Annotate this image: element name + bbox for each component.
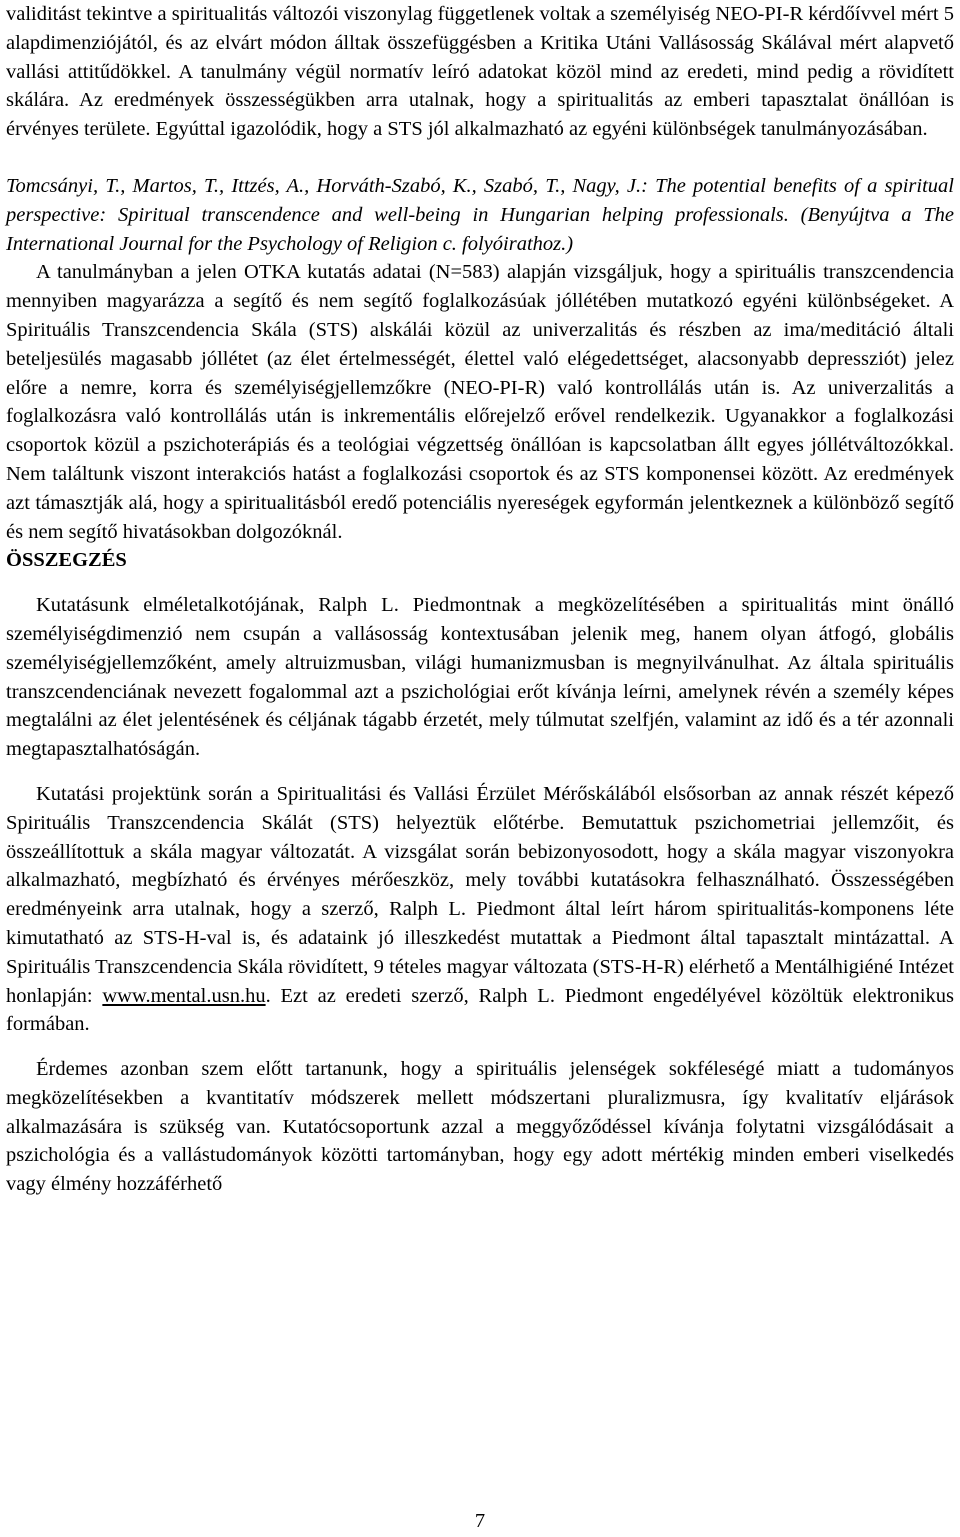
website-link[interactable]: www.mental.usn.hu xyxy=(102,984,266,1007)
summary-paragraph-1: Kutatásunk elméletalkotójának, Ralph L. Piedmontnak a megközelítésében a spiritualitás mint önálló személyiségdimenzió nem csupán a vallásosság kontextusában jelenik meg, hanem olyan átfogó, globális személyiségjellemzőként, amely altruizmusban, világi humanizmusban is megnyilvánulhat. Az általa spirituális transzcendenciának nevezett fogalommal azt a pszichológiai erőt kívánja leírni, amelynek révén a személy képes megtalálni az élet jelentésének és céljának tágabb érzetét, mely túlmutat szelfjén, valamint az idő és a tér azonnali megtapasztalhatóságán. xyxy=(6,594,954,761)
abstract-paragraph: A tanulmányban a jelen OTKA kutatás adatai (N=583) alapján vizsgáljuk, hogy a spirituális transzcendencia mennyiben magyarázza a segítő és nem segítő foglalkozásúak jóllétében mutatkozó egyéni különbségeket. A Spirituális Transzcendencia Skála (STS) alskálái közül az univerzalitás és részben az ima/meditáció általi beteljesülés magasabb jóllétet (az élet értelmességét, élettel való elégedettséget, alacsonyabb depressziót) jelez előre a nemre, korra és személyiségjellemzőkre (NEO-PI-R) való kontrollálás után is. Az univerzalitás a foglalkozásra való kontrollálás után is inkrementális előrejelző erővel rendelkezik. Ugyanakkor a foglalkozási csoportok közül a pszichoterápiás és a teológiai végzettség önállóan is kapcsolatban állt egyes jóllétváltozókkal. Nem találtunk viszont interakciós hatást a foglalkozási csoportok és az STS komponensei között. Az eredmények azt támasztják alá, hogy a spiritualitásból eredő potenciális nyereségek egyformán jelentkeznek a különböző segítő és nem segítő hivatásokban dolgozóknál. xyxy=(6,261,954,543)
citation-paragraph: Tomcsányi, T., Martos, T., Ittzés, A., Horváth-Szabó, K., Szabó, T., Nagy, J.: The potential benefits of a spiritual perspective: Spiritual transcendence and well-being in Hungarian helping professionals. (Benyújtva a The International Journal for the Psychology of Religion c. folyóirathoz.) xyxy=(6,174,954,255)
document-page xyxy=(6,0,954,1199)
summary-p2-tail: . Ezt az eredeti szerző, Ralph L. Piedmont engedélyével közöltük elektronikus formában. xyxy=(6,984,955,1036)
intro-end-paragraph: validitást tekintve a spiritualitás változói viszonylag függetlenek voltak a személyiség NEO-PI-R kérdőívvel mért 5 alapdimenziójától, és az elvárt módon álltak összefüggésben a Kritika Utáni Vallásosság Skálával mért alapvető vallási attitűdökkel. A tanulmány végül normatív leíró adatokat közöl mind az eredeti, mind pedig a rövidített skálára. Az eredmények összességükben arra utalnak, hogy a spiritualitás az emberi tapasztalat önállóan is érvényes területe. Egyúttal igazolódik, hogy a STS jól alkalmazható az egyéni különbségek tanulmányozásában. xyxy=(6,3,954,141)
section-heading: ÖSSZEGZÉS xyxy=(6,549,127,572)
summary-p2-text: Kutatási projektünk során a Spiritualitási és Vallási Érzület Mérőskálából elsősorban az annak részét képező Spirituális Transzcendencia Skálát (STS) helyeztük előtérbe. Bemutattuk pszichometriai jellemzőit, és összeállítottuk a skála magyar változatát. A vizsgálat során bebizonyosodott, hogy a skála magyar viszonyokra alkalmazható, megbízható és érvényes mérőeszköz, mely további kutatásokra felhasználható. Összességében eredményeink arra utalnak, hogy a szerző, Ralph L. Piedmont által leírt három spiritualitás-komponens léte kimutatható az STS-H-val is, és adataink jó illeszkedést mutattak a Piedmont által tapasztalt mintázattal. A Spirituális Transzcendencia Skála rövidített, 9 tételes magyar változata (STS-H-R) elérhető a Mentálhigiéné Intézet honlapján: xyxy=(6,782,954,1007)
summary-paragraph-3: Érdemes azonban szem előtt tartanunk, hogy a spirituális jelenségek sokféleségé miatt a tudományos megközelítésekben a kvantitatív módszerek mellett módszertani pluralizmusra, így kvalitatív eljárások alkalmazására is szükség van. Kutatócsoportunk azzal a meggyőződéssel kívánja folytatni vizsgálódásait a pszichológia és a vallástudományok közötti tartományban, hogy egy adott mértékig minden emberi viselkedés vagy élmény hozzáférhető xyxy=(6,1058,954,1196)
summary-paragraph-2 xyxy=(6,780,954,1039)
page-number: 7 xyxy=(474,1510,486,1532)
